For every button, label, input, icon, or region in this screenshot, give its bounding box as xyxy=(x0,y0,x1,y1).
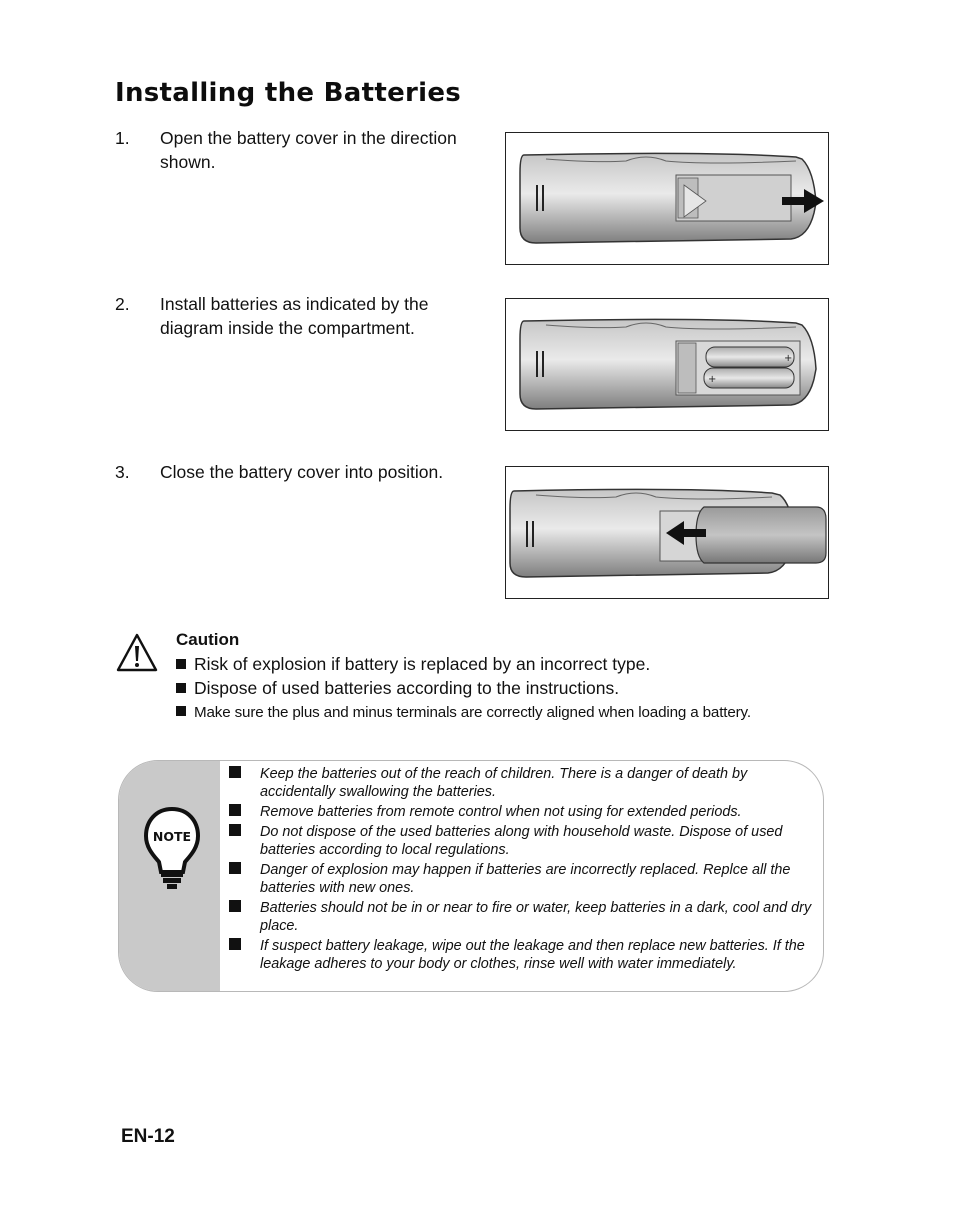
figure-open-cover xyxy=(505,132,829,265)
page-title: Installing the Batteries xyxy=(115,78,462,108)
square-bullet-icon xyxy=(229,862,241,874)
note-item: Batteries should not be in or near to fire or water, keep batteries in a dark, cool and dry place. xyxy=(229,899,819,935)
square-bullet-icon xyxy=(229,938,241,950)
page-number: EN-12 xyxy=(121,1126,175,1147)
note-item: If suspect battery leakage, wipe out the leakage and then replace new batteries. If the leakage adheres to your body or clothes, rinse well with water immediately. xyxy=(229,937,819,973)
step-text: Close the battery cover into position. xyxy=(160,462,444,482)
svg-text:+: + xyxy=(784,353,793,364)
figure-close-cover xyxy=(505,466,829,599)
note-item: Do not dispose of the used batteries along with household waste. Dispose of used batteries according to local regulations. xyxy=(229,823,819,859)
step-text: Install batteries as indicated by the diagram inside the compartment. xyxy=(160,294,429,338)
step-number: 1. xyxy=(115,128,130,148)
note-box xyxy=(118,760,824,992)
note-item: Keep the batteries out of the reach of children. There is a danger of death by accidentally swallowing the batteries. xyxy=(229,765,819,801)
note-item: Remove batteries from remote control when not using for extended periods. xyxy=(229,803,819,821)
square-bullet-icon xyxy=(229,824,241,836)
note-item: Danger of explosion may happen if batteries are incorrectly replaced. Replce all the batteries with new ones. xyxy=(229,861,819,897)
step-number: 2. xyxy=(115,294,130,314)
note-list xyxy=(229,765,819,975)
square-bullet-icon xyxy=(229,804,241,816)
square-bullet-icon xyxy=(176,683,186,693)
caution-item: Risk of explosion if battery is replaced by an incorrect type. xyxy=(176,654,650,675)
warning-triangle-icon xyxy=(115,632,159,674)
caution-item: Dispose of used batteries according to the instructions. xyxy=(176,678,619,699)
note-lightbulb-icon xyxy=(143,806,201,894)
square-bullet-icon xyxy=(176,706,186,716)
svg-text:+: + xyxy=(708,374,717,385)
square-bullet-icon xyxy=(229,766,241,778)
caution-item: Make sure the plus and minus terminals are correctly aligned when loading a battery. xyxy=(176,704,751,721)
step-number: 3. xyxy=(115,462,130,482)
note-badge-text: NOTE xyxy=(152,829,192,844)
figure-install-batteries xyxy=(505,298,829,431)
step-text: Open the battery cover in the direction shown. xyxy=(160,128,457,172)
square-bullet-icon xyxy=(229,900,241,912)
caution-block xyxy=(115,628,845,728)
caution-heading: Caution xyxy=(176,630,240,649)
square-bullet-icon xyxy=(176,659,186,669)
